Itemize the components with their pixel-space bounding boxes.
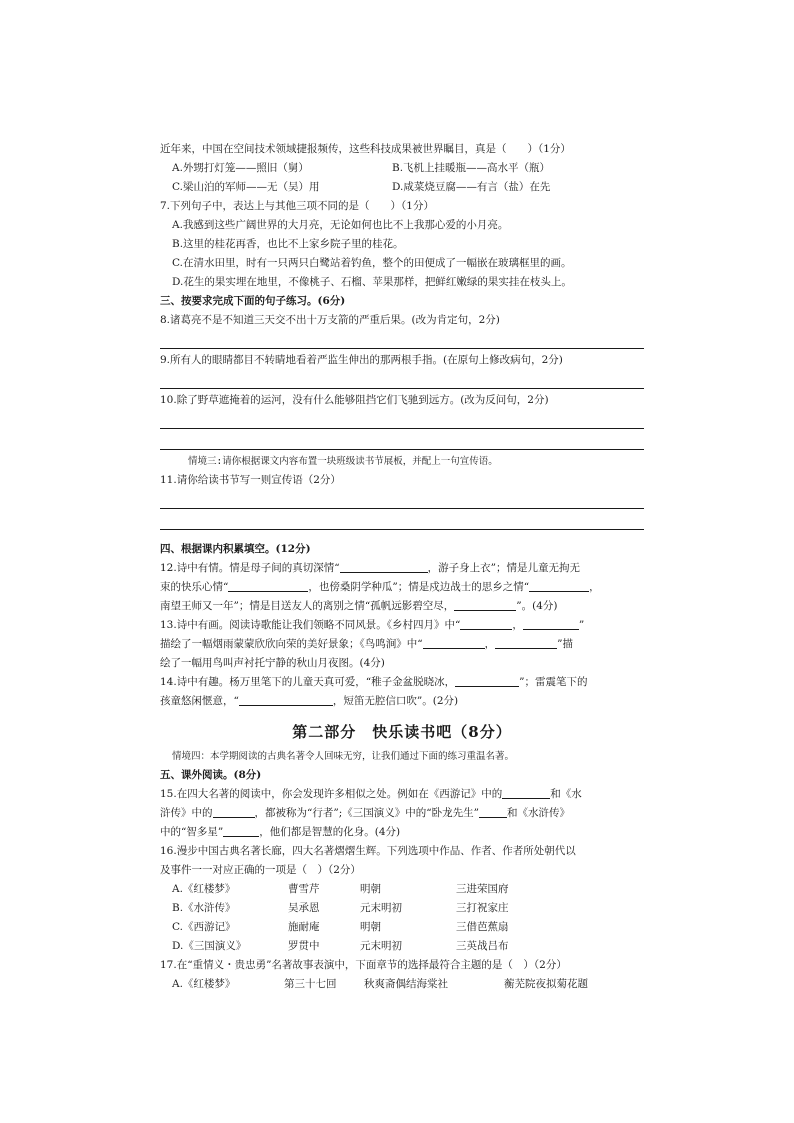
q15-blank-4[interactable] xyxy=(223,824,259,837)
q6-option-c: C.梁山泊的军师——无（吴）用 xyxy=(172,181,320,193)
q13-text-1c: ” xyxy=(578,619,585,631)
q16-option-a xyxy=(160,880,644,899)
q12-blank-4[interactable] xyxy=(454,598,516,611)
q12-text-2c: ， xyxy=(589,581,600,593)
q12-blank-1[interactable] xyxy=(340,560,428,573)
q12-blank-2[interactable] xyxy=(228,579,308,592)
q11-answer-line-1[interactable] xyxy=(160,490,644,509)
q14-blank-1[interactable] xyxy=(455,674,519,687)
q13-text-2b: ， xyxy=(484,638,496,650)
q13-blank-3[interactable] xyxy=(423,636,485,649)
q9-text: 9.所有人的眼睛都目不转睛地看着严监生伸出的那两根手指。(在原句上修改病句，2分) xyxy=(160,354,563,366)
section-3-title: 三、按要求完成下面的句子练习。(6分) xyxy=(160,295,346,307)
q11-answer-line-2[interactable] xyxy=(160,511,644,530)
q12-line-1 xyxy=(160,559,644,578)
q13-line-1 xyxy=(160,616,644,635)
q15-line-1 xyxy=(160,785,644,804)
q14-text-1a: 14.诗中有趣。杨万里笔下的儿童天真可爱，“稚子金盆脱晓冰， xyxy=(160,676,456,688)
q16-c-event: 三借芭蕉扇 xyxy=(456,921,509,933)
q16-c-work: C.《西游记》 xyxy=(172,921,236,933)
q15-text-2c: 和《水浒传》 xyxy=(507,807,571,819)
q16-option-d xyxy=(160,937,644,956)
q6-option-a: A.外甥打灯笼——照旧（舅） xyxy=(172,162,309,174)
q13-blank-4[interactable] xyxy=(495,636,557,649)
q11-text: 11.请你给读书节写一则宣传语（2分） xyxy=(160,474,341,486)
context-4-text: 情境四：本学期阅读的古典名著令人回味无穷，让我们通过下面的练习重温名著。 xyxy=(172,751,515,762)
q15-line-3 xyxy=(160,823,644,842)
q12-text-2b: ，也傍桑阴学种瓜”；情是戍边战士的思乡之情“ xyxy=(308,581,530,593)
q17-a-title-2: 蘅芜院夜拟菊花题 xyxy=(504,978,588,990)
q13-blank-1[interactable] xyxy=(460,617,512,630)
q13-line-2 xyxy=(160,635,644,654)
q17-a-chapter: 第三十七回 xyxy=(284,978,337,990)
q14-line-2 xyxy=(160,692,644,711)
q10-answer-line-1[interactable] xyxy=(160,410,644,429)
q15-blank-1[interactable] xyxy=(502,786,550,799)
q9-answer-line[interactable] xyxy=(160,370,644,389)
q15-text-3b: ，他们都是智慧的化身。(4分) xyxy=(259,826,401,838)
q6-option-b: B.飞机上挂暖瓶——高水平（瓶） xyxy=(392,162,551,174)
q14-text-1b: ”；雷震笔下的 xyxy=(519,676,588,688)
context-3-text: 情境三:请你根据课文内容布置一块班级读书节展板，并配上一句宣传语。 xyxy=(188,456,498,467)
q13-blank-2[interactable] xyxy=(523,617,579,630)
q13-text-2a: 描绘了一幅烟雨蒙蒙欣欣向荣的美好景象；《鸟鸣涧》中“ xyxy=(160,638,423,650)
q7-option-d: D.花生的果实埋在地里，不像桃子、石榴、苹果那样，把鲜红嫩绿的果实挂在枝头上。 xyxy=(172,276,572,288)
q17-stem: 17.在“重情义・贵忠勇”名著故事表演中，下面章节的选择最符合主题的是（ ）（2分） xyxy=(160,959,567,971)
q14-text-2b: ，短笛无腔信口吹”。(2分) xyxy=(332,695,459,707)
q17-a-title-1: 秋爽斋偶结海棠社 xyxy=(364,978,448,990)
q16-a-work: A.《红楼梦》 xyxy=(172,883,236,895)
section-5-title: 五、课外阅读。(8分) xyxy=(160,769,262,781)
q15-text-1a: 15.在四大名著的阅读中，你会发现许多相似之处。例如在《西游记》中的 xyxy=(160,788,503,800)
q8-answer-line[interactable] xyxy=(160,330,644,349)
q12-blank-3[interactable] xyxy=(529,579,589,592)
q16-a-author: 曹雪芹 xyxy=(288,883,320,895)
q12-text-1b: ，游子身上衣”；情是儿童无拘无 xyxy=(427,562,580,574)
q12-text-3b: ”。(4分) xyxy=(516,600,558,612)
q16-a-event: 三进荣国府 xyxy=(456,883,509,895)
q12-text-3a: 南望王师又一年”；情是目送友人的离别之情“孤帆远影碧空尽， xyxy=(160,600,455,612)
q16-b-work: B.《水浒传》 xyxy=(172,902,236,914)
q16-option-c xyxy=(160,918,644,937)
q16-d-work: D.《三国演义》 xyxy=(172,940,247,952)
q12-text-2a: 束的快乐心情“ xyxy=(160,581,229,593)
q16-line-1: 16.漫步中国古典名著长廊，四大名著熠熠生辉。下列选项中作品、作者、作者所处朝代以 xyxy=(160,845,576,857)
q6-stem: 近年来，中国在空间技术领域捷报频传，这些科技成果被世界瞩目，真是（ ）（1分） xyxy=(160,143,571,155)
q10-answer-line-2[interactable] xyxy=(160,431,644,450)
q14-text-2a: 孩童悠闲惬意，“ xyxy=(160,695,239,707)
q17-a-work: A.《红楼梦》 xyxy=(172,978,236,990)
q15-blank-3[interactable] xyxy=(479,805,507,818)
exam-content xyxy=(160,140,644,994)
q15-text-1b: 和《水 xyxy=(550,788,582,800)
q16-a-dynasty: 明朝 xyxy=(360,883,381,895)
q12-line-2 xyxy=(160,578,644,597)
q14-blank-2[interactable] xyxy=(239,693,333,706)
section-4-title: 四、根据课内积累填空。(12分) xyxy=(160,543,311,555)
q15-line-2 xyxy=(160,804,644,823)
q8-text: 8.诸葛亮不是不知道三天交不出十万支箭的严重后果。(改为肯定句，2分) xyxy=(160,314,500,326)
q14-line-1 xyxy=(160,673,644,692)
q15-text-3a: 中的“智多星” xyxy=(160,826,224,838)
q15-text-2a: 浒传》中的 xyxy=(160,807,213,819)
q16-option-b xyxy=(160,899,644,918)
q16-b-dynasty: 元末明初 xyxy=(360,902,402,914)
q16-c-dynasty: 明朝 xyxy=(360,921,381,933)
q10-text: 10.除了野草遮掩着的运河，没有什么能够阻挡它们飞驰到远方。(改为反问句，2分) xyxy=(160,394,549,406)
q6-option-d: D.咸菜烧豆腐——有言（盐）在先 xyxy=(392,181,551,193)
q13-line-3: 绘了一幅用鸟叫声衬托宁静的秋山月夜图。(4分) xyxy=(160,657,385,669)
q13-text-1b: ， xyxy=(512,619,523,631)
q7-option-a: A.我感到这些广阔世界的大月亮，无论如何也比不上我那心爱的小月亮。 xyxy=(172,219,509,231)
q16-d-author: 罗贯中 xyxy=(288,940,320,952)
q7-stem: 7.下列句子中，表达上与其他三项不同的是（ ）（1分） xyxy=(160,200,434,212)
q16-line-2: 及事件一一对应正确的一项是（ ）（2分） xyxy=(160,864,361,876)
q7-option-c: C.在清水田里，时有一只两只白鹭站着钓鱼，整个的田便成了一幅嵌在玻璃框里的画。 xyxy=(172,257,572,269)
q16-b-event: 三打祝家庄 xyxy=(456,902,509,914)
q7-option-b: B.这里的桂花再香，也比不上家乡院子里的桂花。 xyxy=(172,238,404,250)
q16-d-dynasty: 元末明初 xyxy=(360,940,402,952)
q16-b-author: 吴承恩 xyxy=(288,902,320,914)
q6-options-cd xyxy=(160,178,644,197)
q13-text-1a: 13.诗中有画。阅读诗歌能让我们领略不同风景。《乡村四月》中“ xyxy=(160,619,461,631)
q15-text-2b: ，都被称为“行者”;《三国演义》中的“卧龙先生” xyxy=(254,807,480,819)
q12-text-1a: 12.诗中有情。情是母子间的真切深情“ xyxy=(160,562,340,574)
q12-line-3 xyxy=(160,597,644,616)
q17-option-a xyxy=(160,975,644,994)
part-2-title: 第二部分 快乐读书吧（8分） xyxy=(292,723,512,741)
q13-text-2c: ”描 xyxy=(557,638,573,650)
q16-d-event: 三英战吕布 xyxy=(456,940,509,952)
q6-options-ab xyxy=(160,159,644,178)
q15-blank-2[interactable] xyxy=(213,805,255,818)
q16-c-author: 施耐庵 xyxy=(288,921,320,933)
